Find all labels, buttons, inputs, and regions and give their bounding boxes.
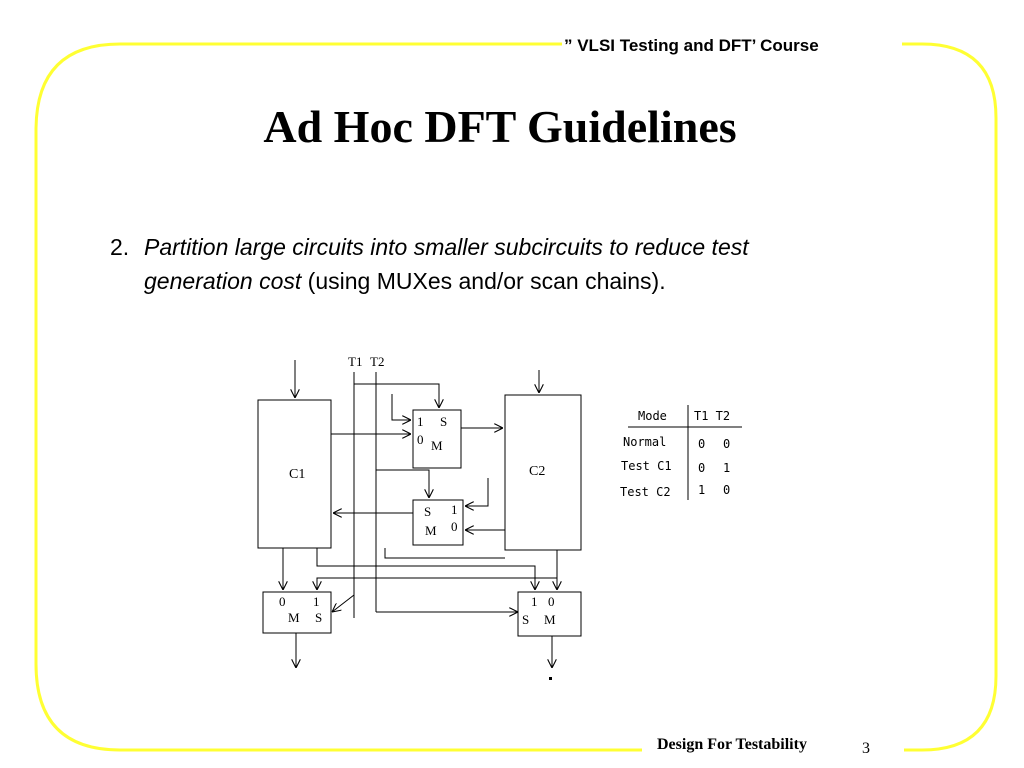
mux-bl-in1: 1 xyxy=(313,594,320,609)
mux-bl-s: S xyxy=(315,610,323,625)
c1-label: C1 xyxy=(289,467,306,482)
wire-c1-mux-br xyxy=(317,548,535,590)
mux-top-in0: 0 xyxy=(417,432,424,447)
mux-mid-in1: 1 xyxy=(451,502,458,517)
table-row-t2: 1 xyxy=(723,461,731,475)
mux-br-s: S xyxy=(522,612,530,627)
item-number: 2. xyxy=(110,234,130,260)
item-italic-line2: generation cost xyxy=(144,268,302,294)
table-row-t1: 0 xyxy=(698,437,706,451)
mux-mid-s: S xyxy=(424,504,432,519)
wire-t1-mux-bl xyxy=(332,595,354,612)
c2-label: C2 xyxy=(529,464,546,479)
wire-in-mux-top xyxy=(392,394,411,420)
mux-br-in1: 1 xyxy=(531,594,538,609)
slide-title: Ad Hoc DFT Guidelines xyxy=(263,101,737,152)
wire-in-mux-mid xyxy=(465,478,488,506)
mux-br-in0: 0 xyxy=(548,594,555,609)
table-header-mode: Mode xyxy=(638,409,667,423)
mux-br-m: M xyxy=(544,612,556,627)
page-number: 3 xyxy=(862,740,870,757)
t1-label: T1 xyxy=(348,354,363,369)
item-rest: (using MUXes and/or scan chains). xyxy=(301,268,666,294)
mux-bl-in0: 0 xyxy=(279,594,286,609)
mux-bl-m: M xyxy=(288,610,300,625)
mux-top-s: S xyxy=(440,414,448,429)
footer-text: Design For Testability xyxy=(657,736,807,753)
course-header: ” VLSI Testing and DFT’ Course xyxy=(564,36,819,55)
table-row-mode: Normal xyxy=(623,435,667,449)
table-row-t1: 1 xyxy=(698,483,706,497)
table-row-t1: 0 xyxy=(698,461,706,475)
table-row-t2: 0 xyxy=(723,437,731,451)
table-header-t1t2: T1 T2 xyxy=(694,409,731,423)
wire-t1-mux-top xyxy=(354,384,439,408)
table-row-t2: 0 xyxy=(723,483,731,497)
table-row-mode: Test C2 xyxy=(620,485,671,499)
t2-label: T2 xyxy=(370,354,385,369)
dot-mark xyxy=(549,677,552,680)
mux-mid-in0: 0 xyxy=(451,519,458,534)
table-row-mode: Test C1 xyxy=(621,459,672,473)
mux-top-in1: 1 xyxy=(417,414,424,429)
wire-c2-mux-bl xyxy=(317,550,557,590)
mux-top-m: M xyxy=(431,438,443,453)
wire-branch-mid xyxy=(385,548,505,558)
item-italic-line1: Partition large circuits into smaller subcircuits to reduce test xyxy=(144,234,749,260)
mux-mid-m: M xyxy=(425,523,437,538)
wire-t2-mux-mid xyxy=(376,470,429,498)
